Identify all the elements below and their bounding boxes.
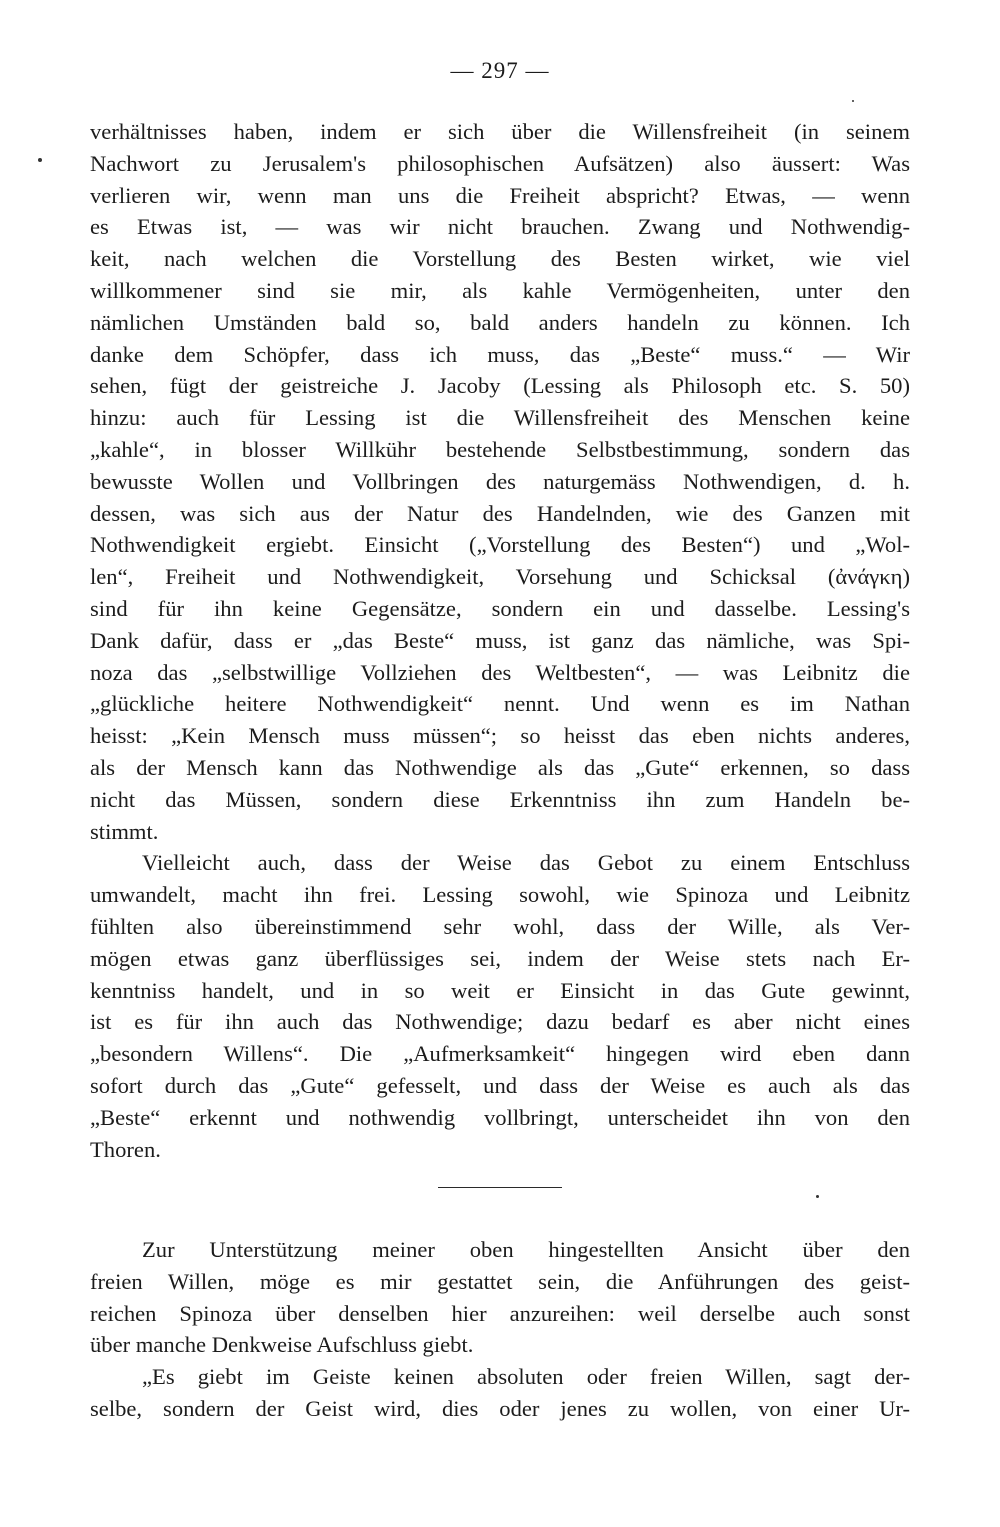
- section-divider: [438, 1187, 562, 1188]
- text-line: „kahle“, in blosser Willkühr bestehende Selbstbestimmung, sondern das: [90, 436, 910, 462]
- text-line: stimmt.: [90, 818, 159, 844]
- text-line: selbe, sondern der Geist wird, dies oder jenes zu wollen, von einer Ur-: [90, 1395, 910, 1421]
- text-line: „Beste“ erkennt und nothwendig vollbringt, unterscheidet ihn von den: [90, 1104, 910, 1130]
- text-line: „glückliche heitere Nothwendigkeit“ nennt. Und wenn es im Nathan: [90, 691, 910, 717]
- text-line: mögen etwas ganz überflüssiges sei, indem der Weise stets nach Er-: [90, 945, 910, 971]
- text-line: dessen, was sich aus der Natur des Handelnden, wie des Ganzen mit: [90, 500, 910, 526]
- main-text-block: [90, 116, 910, 1165]
- text-line: nicht das Müssen, sondern diese Erkenntniss ihn zum Handeln be-: [90, 786, 910, 812]
- text-line: verhältnisses haben, indem er sich über die Willensfreiheit (in seinem: [90, 119, 910, 144]
- text-line: „besondern Willens“. Die „Aufmerksamkeit“ hingegen wird eben dann: [90, 1041, 910, 1067]
- text-line: keit, nach welchen die Vorstellung des Besten wirket, wie viel: [90, 246, 910, 272]
- text-line: fühlten also übereinstimmend sehr wohl, dass der Wille, als Ver-: [90, 913, 910, 939]
- text-line: Nothwendigkeit ergiebt. Einsicht („Vorstellung des Besten“) und „Wol-: [90, 532, 910, 558]
- text-line: danke dem Schöpfer, dass ich muss, das „Beste“ muss.“ — Wir: [90, 341, 910, 367]
- print-speck: [852, 100, 854, 102]
- print-speck: [816, 1195, 819, 1198]
- text-line: „Es giebt im Geiste keinen absoluten oder freien Willen, sagt der-: [142, 1364, 910, 1390]
- text-line: hinzu: auch für Lessing ist die Willensfreiheit des Menschen keine: [90, 405, 910, 431]
- text-line: es Etwas ist, — was wir nicht brauchen. Zwang und Nothwendig-: [90, 214, 910, 240]
- text-line: umwandelt, macht ihn frei. Lessing sowohl, wie Spinoza und Leibnitz: [90, 882, 910, 908]
- print-speck: [38, 158, 42, 162]
- text-line: kenntniss handelt, und in so weit er Einsicht in das Gute gewinnt,: [90, 977, 910, 1003]
- text-line: bewusste Wollen und Vollbringen des naturgemäss Nothwendigen, d. h.: [90, 468, 910, 494]
- page-number: — 297 —: [450, 58, 550, 83]
- text-line: Zur Unterstützung meiner oben hingestellten Ansicht über den: [142, 1237, 910, 1262]
- text-line: Nachwort zu Jerusalem's philosophischen Aufsätzen) also äussert: Was: [90, 150, 910, 176]
- text-line: verlieren wir, wenn man uns die Freiheit abspricht? Etwas, — wenn: [90, 182, 910, 208]
- text-line: sofort durch das „Gute“ gefesselt, und dass der Weise es auch als das: [90, 1072, 910, 1098]
- text-line: über manche Denkweise Aufschluss giebt.: [90, 1332, 474, 1358]
- text-line: len“, Freiheit und Nothwendigkeit, Vorsehung und Schicksal (ἀνάγκη): [90, 564, 910, 590]
- text-line: nämlichen Umständen bald so, bald anders handeln zu können. Ich: [90, 309, 910, 335]
- text-line: ist es für ihn auch das Nothwendige; dazu bedarf es aber nicht eines: [90, 1009, 910, 1035]
- text-line: willkommener sind sie mir, als kahle Vermögenheiten, unter den: [90, 277, 910, 303]
- text-line: reichen Spinoza über denselben hier anzureihen: weil derselbe auch sonst: [90, 1300, 910, 1326]
- text-line: Thoren.: [90, 1136, 161, 1162]
- text-line: heisst: „Kein Mensch muss müssen“; so heisst das eben nichts anderes,: [90, 723, 910, 749]
- text-line: Dank dafür, dass er „das Beste“ muss, ist ganz das nämliche, was Spi-: [90, 627, 910, 653]
- text-line: Vielleicht auch, dass der Weise das Gebot zu einem Entschluss: [142, 850, 910, 876]
- text-line: noza das „selbstwillige Vollziehen des Weltbesten“, — was Leibnitz die: [90, 659, 910, 685]
- second-text-block: [90, 1234, 910, 1425]
- text-line: sehen, fügt der geistreiche J. Jacoby (Lessing als Philosoph etc. S. 50): [90, 373, 910, 399]
- text-line: sind für ihn keine Gegensätze, sondern ein und dasselbe. Lessing's: [90, 595, 910, 621]
- text-line: freien Willen, möge es mir gestattet sein, die Anführungen des geist-: [90, 1268, 910, 1294]
- text-line: als der Mensch kann das Nothwendige als das „Gute“ erkennen, so dass: [90, 754, 910, 780]
